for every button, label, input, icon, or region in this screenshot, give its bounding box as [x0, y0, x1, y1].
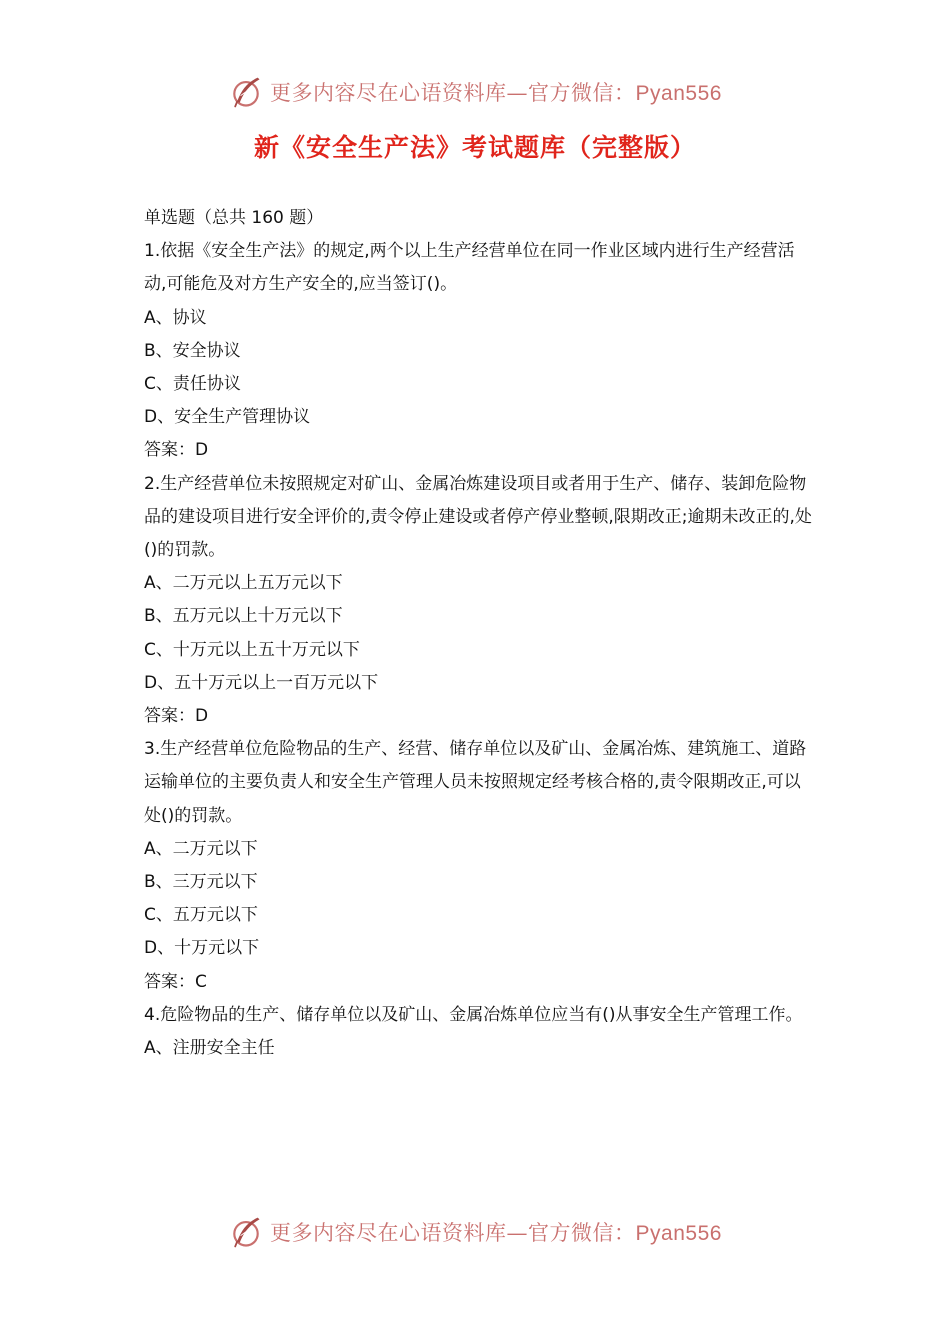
quill-pen-logo-icon: [228, 74, 264, 110]
option-item: D、安全生产管理协议: [144, 407, 311, 428]
question-stem: 1.依据《安全生产法》的规定,两个以上生产经营单位在同一作业区域内进行生产经营活动,可能危及对方生产安全的,应当签订()。: [144, 241, 795, 295]
section-heading: 单选题（总共 160 题）: [144, 208, 324, 228]
option-item: C、十万元以上五十万元以下: [144, 639, 360, 660]
option-item: A、注册安全主任: [144, 1038, 275, 1059]
banner-brand-text: 更多内容尽在心语资料库—官方微信：: [270, 81, 636, 105]
answer-line: 答案：C: [144, 971, 207, 992]
document-title: 新《安全生产法》考试题库（完整版）: [253, 133, 696, 162]
option-item: D、五十万元以上一百万元以下: [144, 672, 379, 693]
option-item: C、责任协议: [144, 374, 241, 395]
option-item: A、协议: [144, 307, 207, 328]
banner-text: [270, 1217, 722, 1247]
footer-banner: [0, 1212, 950, 1252]
answer-line: 答案：D: [144, 706, 209, 727]
option-item: D、十万元以下: [144, 938, 260, 959]
banner-wechat-id: Pyan556: [635, 82, 722, 105]
banner-brand-text: 更多内容尽在心语资料库—官方微信：: [270, 1221, 636, 1245]
banner-wechat-id: Pyan556: [635, 1222, 722, 1245]
option-item: B、安全协议: [144, 340, 241, 361]
option-item: A、二万元以下: [144, 838, 258, 859]
question-stem: 4.危险物品的生产、储存单位以及矿山、金属冶炼单位应当有()从事安全生产管理工作。: [144, 1004, 803, 1025]
option-item: B、五万元以上十万元以下: [144, 606, 343, 627]
question-stem: 2.生产经营单位未按照规定对矿山、金属冶炼建设项目或者用于生产、储存、装卸危险物品的建设项目进行安全评价的,责令停止建设或者停产停业整顿,限期改正;逾期未改正的,处()的罚款。: [144, 473, 812, 561]
question-stem: 3.生产经营单位危险物品的生产、经营、储存单位以及矿山、金属冶炼、建筑施工、道路运输单位的主要负责人和安全生产管理人员未按照规定经考核合格的,责令限期改正,可以处()的罚款。: [144, 739, 807, 826]
quill-pen-logo-icon: [228, 1214, 264, 1250]
option-item: B、三万元以下: [144, 872, 258, 893]
header-banner: [0, 72, 950, 112]
banner-text: [270, 77, 722, 107]
answer-line: 答案：D: [144, 440, 209, 461]
document-body: [144, 202, 812, 1065]
option-item: A、二万元以上五万元以下: [144, 573, 343, 594]
option-item: C、五万元以下: [144, 905, 258, 926]
